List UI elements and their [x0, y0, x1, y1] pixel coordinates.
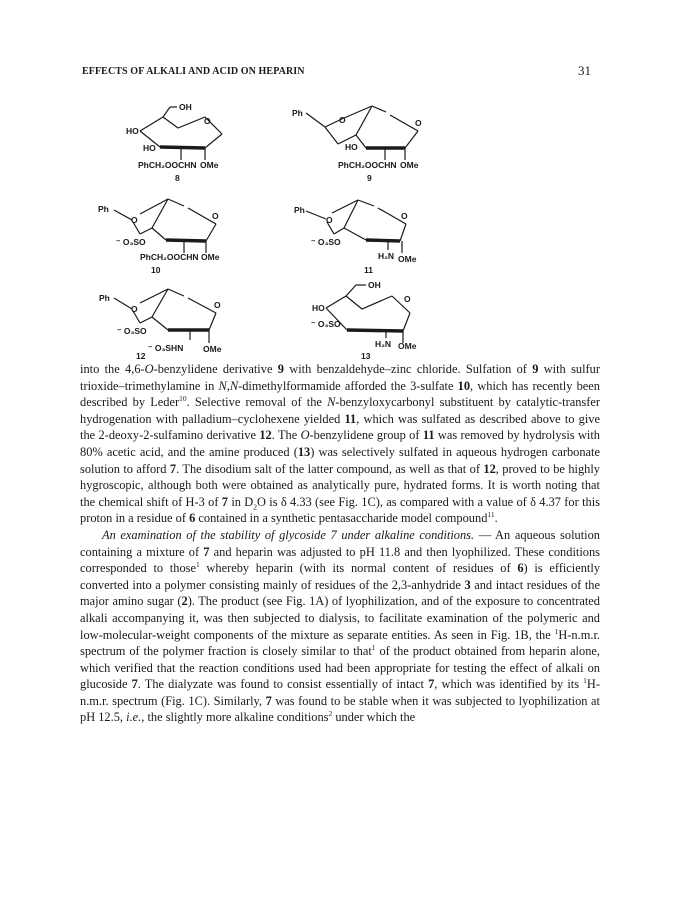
- s11-compound-number: 11: [364, 265, 373, 275]
- structure-12: [99, 289, 222, 360]
- structure-10: [98, 199, 220, 275]
- s10-ome-label: OMe: [201, 252, 220, 262]
- s9-compound-number: 9: [367, 173, 372, 183]
- s12-compound-number: 12: [136, 351, 146, 360]
- body-text: [80, 361, 600, 726]
- s13-oh-label: OH: [368, 280, 381, 290]
- s11-ring-o2: O: [401, 211, 408, 221]
- s10-o3so-label: ⁻ O₃SO: [116, 237, 146, 247]
- s8-ho2-label: HO: [143, 143, 156, 153]
- s9-ring-o2: O: [415, 118, 422, 128]
- s9-ho-label: HO: [345, 142, 358, 152]
- s10-ring-o1: O: [131, 215, 138, 225]
- structure-11: [294, 200, 417, 275]
- s10-ring-o2: O: [212, 211, 219, 221]
- s8-ho-label: HO: [126, 126, 139, 136]
- running-head: EFFECTS OF ALKALI AND ACID ON HEPARIN: [82, 66, 305, 77]
- s9-ph-label: Ph: [292, 108, 303, 118]
- structure-8: [126, 102, 222, 183]
- s8-n-label: PhCH₂OOCHN: [138, 160, 197, 170]
- s9-n-label: PhCH₂OOCHN: [338, 160, 397, 170]
- structure-13: [311, 280, 417, 360]
- s13-o3so-label: ⁻ O₃SO: [311, 319, 341, 329]
- s11-ph-label: Ph: [294, 205, 305, 215]
- paragraph-2: An examination of the stability of glycoside 7 under alkaline conditions. — An aqueous solution containing a mixture of 7 and heparin was adjusted to pH 11.8 and then lyophilized. These conditions corresponded to those$^1$ whereby heparin (with its normal content of residues of 6) is efficiently converted into a polymer consisting mainly of residues of the 2,3-anhydride 3 and intact residues of the major amino sugar (2). The product (see Fig. 1A) of lyophilization, and of the exposure to concentrated alkali accompanying it, was then subjected to dialysis, to facilitate examination of the polymeric and low-molecular-weight components of the mixture as separate entities. As seen in Fig. 1B, the $^1$H-n.m.r. spectrum of the polymer fraction is closely similar to that$^1$ of the product obtained from heparin alone, which verified that the reaction conditions used had been appropriate for testing the effect of alkali on glucoside 7. The dialyzate was found to consist essentially of intact 7, which was identified by its $^1$H-n.m.r. spectrum (Fig. 1C). Similarly, 7 was found to be stable when it was subjected to lyophilization at pH 12.5, i.e., the slightly more alkaline conditions$^2$ under which the: [80, 527, 601, 725]
- chemical-structures-figure: [0, 0, 675, 360]
- s13-ome-label: OMe: [398, 341, 417, 351]
- s12-ph-label: Ph: [99, 293, 110, 303]
- structure-9: [292, 106, 422, 183]
- s13-ho-label: HO: [312, 303, 325, 313]
- s11-h2n-label: H₂N: [378, 251, 395, 261]
- s9-ring-o1: O: [339, 115, 346, 125]
- s13-compound-number: 13: [361, 351, 371, 360]
- s11-ome-label: OMe: [398, 254, 417, 264]
- s11-o3so-label: ⁻ O₃SO: [311, 237, 341, 247]
- s12-o3shn-label: ⁻ O₃SHN: [148, 343, 184, 353]
- s8-compound-number: 8: [175, 173, 180, 183]
- s8-ring-o: O: [204, 116, 211, 126]
- s8-oh-label: OH: [179, 102, 192, 112]
- s8-ome-label: OMe: [200, 160, 219, 170]
- page-number: 31: [578, 63, 591, 78]
- s10-n-label: PhCH₂OOCHN: [140, 252, 199, 262]
- s10-ph-label: Ph: [98, 204, 109, 214]
- s12-o3so-label: ⁻ O₃SO: [117, 326, 147, 336]
- s12-ring-o1: O: [131, 304, 138, 314]
- paragraph-1: into the 4,6-O-benzylidene derivative 9 with benzaldehyde–zinc chloride. Sulfation of 9 with sulfur trioxide–trimethylamine in N,N-dimethylformamide afforded the 3-sulfate 10, which has recently been described by Leder$^{10}$. Selective removal of the N-benzyloxycarbonyl substituent by catalytic-transfer hydrogenation with palladium–cyclohexene yielded 11, which was sulfated as described above to give the 2-deoxy-2-sulfamino derivative 12. The O-benzylidene group of 11 was removed by hydrolysis with 80% acetic acid, and the amine produced (13) was selectively sulfated in aqueous hydrogen carbonate solution to afford 7. The disodium salt of the latter compound, as well as that of 12, proved to be highly hygroscopic, although both were obtained as analytically pure, hydrated forms. It is worth noting that the chemical shift of H-3 of 7 in $D_2O$ is δ 4.33 (see Fig. 1C), as compared with a value of δ 4.37 for this proton in a residue of 6 contained in a synthetic pentasaccharide model compound$^{11}$.: [80, 362, 601, 526]
- s12-ome-label: OMe: [203, 344, 222, 354]
- s13-h2n-label: H₂N: [375, 339, 392, 349]
- s9-ome-label: OMe: [400, 160, 419, 170]
- s10-compound-number: 10: [151, 265, 161, 275]
- s13-ring-o: O: [404, 294, 411, 304]
- s12-ring-o2: O: [214, 300, 221, 310]
- s11-ring-o1: O: [326, 215, 333, 225]
- section-heading: An examination of the stability of glycoside 7 under alkaline conditions.: [102, 527, 475, 542]
